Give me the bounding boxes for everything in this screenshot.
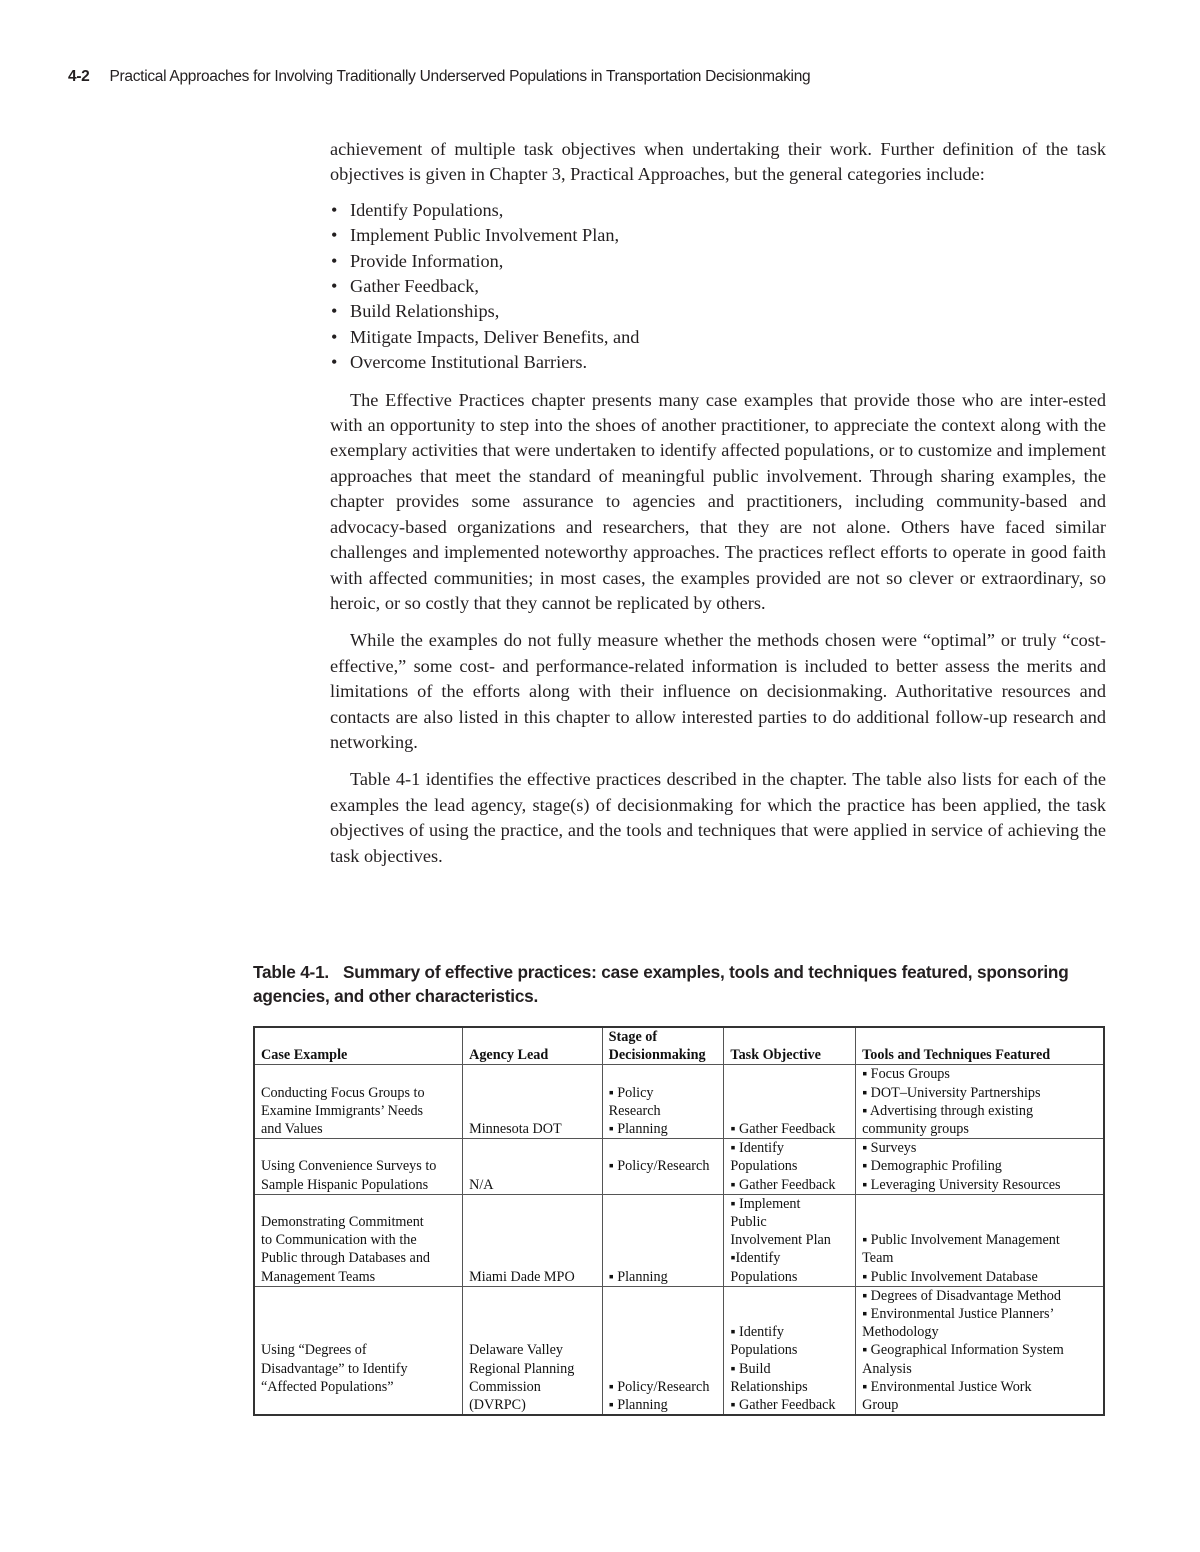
cell-task-objective: ▪ Identify Populations ▪ Build Relationships ▪ Gather Feedback — [724, 1286, 856, 1415]
table-caption — [253, 960, 1113, 1008]
cell-agency-lead: Delaware Valley Regional Planning Commission (DVRPC) — [463, 1286, 603, 1415]
table-header-row — [254, 1027, 1104, 1065]
paragraph-effective-practices: The Effective Practices chapter presents many case examples that provide those who are inter-ested with an opportunity to step into the shoes of another practitioner, to appreciate the context along with the exemplary activities that were undertaken to identify affected populations, or to customize and implement approaches that meet the standard of meaningful public involvement. Through sharing examples, the chapter provides some assurance to agencies and practitioners, including community-based and advocacy-based organizations and researchers, that they are not alone. Others have faced similar challenges and implemented noteworthy approaches. The practices reflect efforts to operate in good faith with affected communities; in most cases, the examples provided are not so clever or extraordinary, so heroic, or so costly that they cannot be replicated by others. — [330, 389, 1106, 613]
header-tools: Tools and Techniques Featured — [856, 1027, 1104, 1065]
page-number: 4-2 — [68, 68, 90, 85]
cell-case-example: Demonstrating Commitment to Communication with the Public through Databases and Management Teams — [254, 1194, 463, 1286]
cell-tools: ▪ Public Involvement Management Team ▪ Public Involvement Database — [856, 1194, 1104, 1286]
cell-tools: ▪ Focus Groups ▪ DOT–University Partnerships ▪ Advertising through existing community groups — [856, 1065, 1104, 1139]
cell-stage: ▪ Planning — [602, 1194, 724, 1286]
cell-task-objective: ▪ Gather Feedback — [724, 1065, 856, 1139]
list-item: • Overcome Institutional Barriers. — [330, 350, 1106, 375]
intro-paragraph: achievement of multiple task objectives when undertaking their work. Further definition of the task objectives is given in Chapter 3, Practical Approaches, but the general categories include: — [330, 139, 1106, 185]
header-stage: Stage of Decisionmaking — [602, 1027, 724, 1065]
table-row — [254, 1286, 1104, 1415]
cell-task-objective: ▪ Implement Public Involvement Plan ▪Identify Populations — [724, 1194, 856, 1286]
cell-stage: ▪ Policy/Research ▪ Planning — [602, 1286, 724, 1415]
cell-tools: ▪ Degrees of Disadvantage Method ▪ Environmental Justice Planners’ Methodology ▪ Geographical Information System Analysis ▪ Environmental Justice Work Group — [856, 1286, 1104, 1415]
cell-agency-lead: N/A — [463, 1139, 603, 1195]
table-row — [254, 1194, 1104, 1286]
list-item: • Mitigate Impacts, Deliver Benefits, and — [330, 325, 1106, 350]
cell-agency-lead: Minnesota DOT — [463, 1065, 603, 1139]
header-case-example: Case Example — [254, 1027, 463, 1065]
cell-case-example: Conducting Focus Groups to Examine Immigrants’ Needs and Values — [254, 1065, 463, 1139]
list-item: • Provide Information, — [330, 249, 1106, 274]
summary-table — [253, 1026, 1105, 1416]
task-objectives-list — [330, 198, 1106, 376]
list-item: • Identify Populations, — [330, 198, 1106, 223]
header-agency-lead: Agency Lead — [463, 1027, 603, 1065]
table-row — [254, 1065, 1104, 1139]
body-text — [330, 137, 1106, 869]
paragraph-cost-effectiveness: While the examples do not fully measure whether the methods chosen were “optimal” or truly “cost-effective,” some cost- and performance-related information is included to better assess the merits and limitations of the efforts along with their influence on decisionmaking. Authoritative resources and contacts are also listed in this chapter to allow interested parties to do additional follow-up research and networking. — [330, 630, 1106, 752]
cell-agency-lead: Miami Dade MPO — [463, 1194, 603, 1286]
cell-stage: ▪ Policy Research ▪ Planning — [602, 1065, 724, 1139]
cell-stage: ▪ Policy/Research — [602, 1139, 724, 1195]
paragraph-table-intro: Table 4-1 identifies the effective practices described in the chapter. The table also lists for each of the examples the lead agency, stage(s) of decisionmaking for which the practice has been applied, the task objectives of using the practice, and the tools and techniques that were applied in service of achieving the task objectives. — [330, 769, 1106, 866]
list-item: • Implement Public Involvement Plan, — [330, 223, 1106, 248]
cell-tools: ▪ Surveys ▪ Demographic Profiling ▪ Leveraging University Resources — [856, 1139, 1104, 1195]
header-task-objective: Task Objective — [724, 1027, 856, 1065]
list-item: • Build Relationships, — [330, 299, 1106, 324]
cell-case-example: Using “Degrees of Disadvantage” to Identify “Affected Populations” — [254, 1286, 463, 1415]
cell-task-objective: ▪ Identify Populations ▪ Gather Feedback — [724, 1139, 856, 1195]
table-caption-text: Summary of effective practices: case examples, tools and techniques featured, sponsoring agencies, and other characteristics. — [253, 962, 1069, 1006]
cell-case-example: Using Convenience Surveys to Sample Hispanic Populations — [254, 1139, 463, 1195]
running-head-title: Practical Approaches for Involving Traditionally Underserved Populations in Transportation Decisionmaking — [109, 68, 811, 85]
table-row — [254, 1139, 1104, 1195]
running-head — [68, 68, 810, 86]
table-caption-label: Table 4-1. — [253, 962, 330, 982]
list-item: • Gather Feedback, — [330, 274, 1106, 299]
